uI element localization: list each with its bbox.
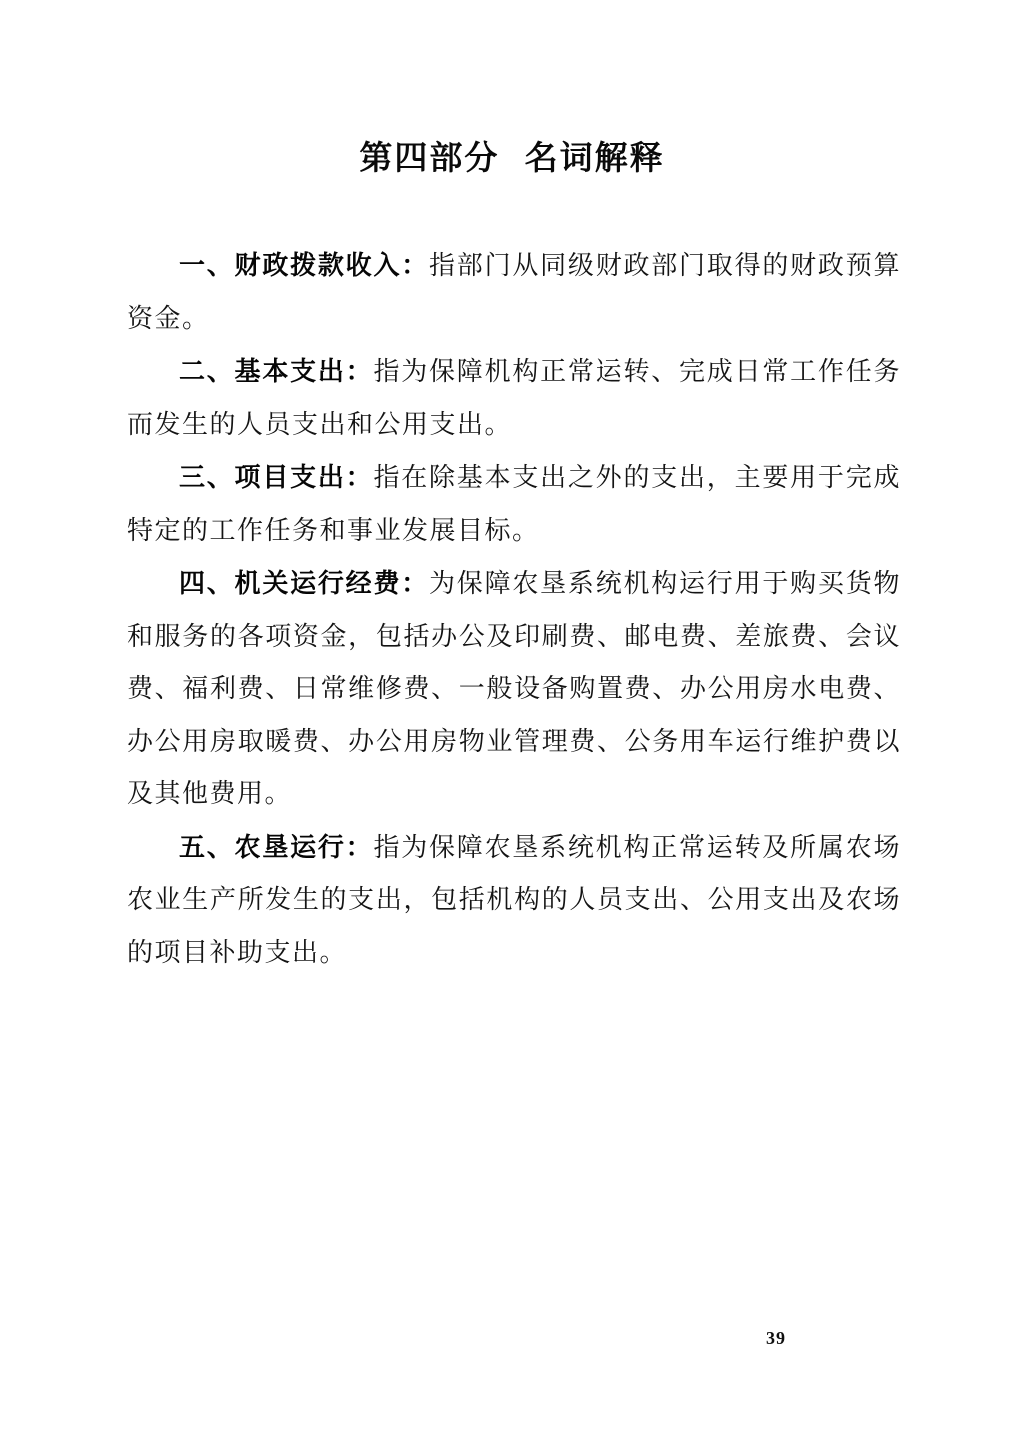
definition-paragraph	[127, 557, 901, 821]
page-number: 39	[766, 1328, 786, 1348]
term-label: 四、机关运行经费：	[179, 568, 430, 598]
definition-paragraph	[127, 451, 901, 557]
term-definition: 指为保障农垦系统机构正常运转及所属农场农业生产所发生的支出，包括机构的人员支出、公用支出及农场的项目补助支出。	[127, 832, 901, 967]
page-title: 第四部分 名词解释	[359, 139, 665, 176]
term-label: 三、项目支出：	[179, 462, 374, 492]
definition-paragraph	[127, 821, 901, 980]
term-definition: 为保障农垦系统机构运行用于购买货物和服务的各项资金，包括办公及印刷费、邮电费、差旅费、会议费、福利费、日常维修费、一般设备购置费、办公用房水电费、办公用房取暖费、办公用房物业管理费、公务用车运行维护费以及其他费用。	[127, 569, 901, 808]
term-definition: 指部门从同级财政部门取得的财政预算资金。	[127, 251, 901, 333]
term-label: 二、基本支出：	[179, 356, 374, 386]
term-label: 一、财政拨款收入：	[179, 250, 430, 280]
definitions-list	[127, 239, 901, 979]
term-definition: 指为保障机构正常运转、完成日常工作任务而发生的人员支出和公用支出。	[127, 357, 901, 439]
definition-paragraph	[127, 345, 901, 451]
term-definition: 指在除基本支出之外的支出，主要用于完成特定的工作任务和事业发展目标。	[127, 463, 901, 545]
term-label: 五、农垦运行：	[179, 831, 374, 862]
definition-paragraph	[127, 239, 901, 345]
